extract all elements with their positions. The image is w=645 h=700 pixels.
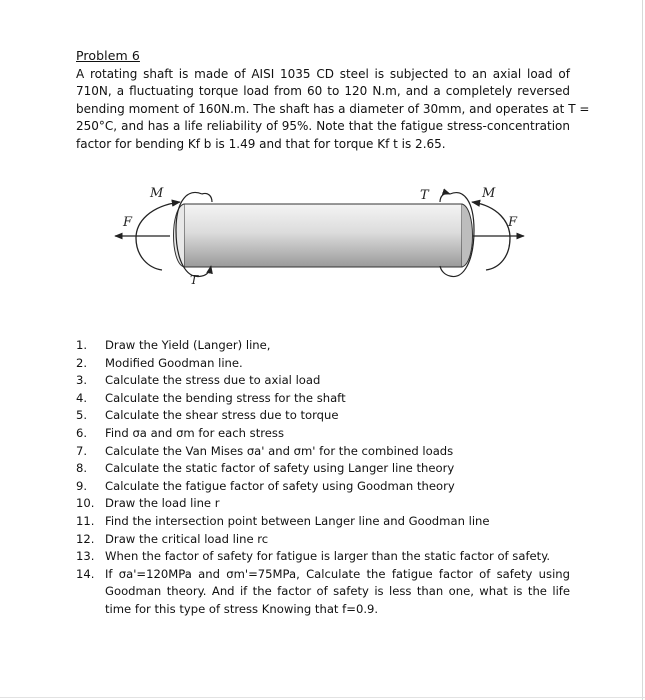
list-item xyxy=(76,478,570,496)
statement-line: bending moment of 160N.m. The shaft has a diameter of 30mm, and operates at T = xyxy=(76,101,590,116)
statement-line: A rotating shaft is made of AISI 1035 CD steel is subjected to an axial load of xyxy=(76,67,570,81)
list-item xyxy=(76,425,570,443)
task-text: If σa'=120MPa and σm'=75MPa, Calculate the fatigue factor of safety using Goodman theory. And if the factor of safety is less than one, what is the life time for this type of stress Knowing that f=0.9. xyxy=(105,566,570,616)
page-edge-bottom xyxy=(0,697,645,698)
task-text: Calculate the fatigue factor of safety using Goodman theory xyxy=(105,478,455,493)
task-text: When the factor of safety for fatigue is larger than the static factor of safety. xyxy=(105,549,551,564)
torque-arrow-right xyxy=(440,193,450,202)
list-item xyxy=(76,531,570,549)
task-number: 5. xyxy=(76,408,88,423)
list-item xyxy=(76,460,570,478)
task-number: 13. xyxy=(76,549,95,564)
label-torque-bottom: T xyxy=(190,273,199,287)
task-number: 6. xyxy=(76,425,88,440)
task-number: 9. xyxy=(76,478,88,493)
task-text: Calculate the Van Mises σa' and σm' for the combined loads xyxy=(105,443,454,458)
task-number: 8. xyxy=(76,461,88,476)
list-item xyxy=(76,513,570,531)
label-moment-left: M xyxy=(150,186,164,201)
list-item xyxy=(76,390,570,408)
task-number: 11. xyxy=(76,513,95,528)
task-text: Modified Goodman line. xyxy=(105,355,243,370)
list-item xyxy=(76,337,570,355)
list-item xyxy=(76,566,570,619)
task-number: 4. xyxy=(76,390,88,405)
task-text: Calculate the bending stress for the shaft xyxy=(105,390,346,405)
shaft-diagram xyxy=(110,180,530,295)
torque-arc-top-left xyxy=(202,193,212,202)
task-text: Draw the Yield (Langer) line, xyxy=(105,338,271,352)
task-number: 10. xyxy=(76,496,95,511)
problem-statement xyxy=(76,66,590,153)
label-moment-right: M xyxy=(482,186,496,201)
task-number: 14. xyxy=(76,566,95,581)
list-item xyxy=(76,495,570,513)
shaft-body xyxy=(184,204,462,267)
problem-title: Problem 6 xyxy=(76,48,140,63)
statement-line: 250°C, and has a life reliability of 95%. Note that the fatigue stress-concentration xyxy=(76,119,570,134)
list-item xyxy=(76,548,570,566)
list-item xyxy=(76,372,570,390)
task-text: Draw the load line r xyxy=(105,496,220,511)
list-item xyxy=(76,355,570,373)
task-text: Draw the critical load line rc xyxy=(105,531,269,546)
label-force-left: F xyxy=(123,215,133,230)
statement-line: 710N, a fluctuating torque load from 60 to 120 N.m, and a completely reversed xyxy=(76,84,570,99)
list-item xyxy=(76,443,570,461)
statement-line: factor for bending Kf b is 1.49 and that for torque Kf t is 2.65. xyxy=(76,136,446,151)
task-number: 7. xyxy=(76,443,88,458)
label-torque-top: T xyxy=(420,188,429,203)
task-number: 12. xyxy=(76,531,95,546)
task-list xyxy=(76,337,570,619)
list-item xyxy=(76,407,570,425)
label-force-right: F xyxy=(508,215,518,230)
task-number: 3. xyxy=(76,373,88,388)
task-text: Find the intersection point between Langer line and Goodman line xyxy=(105,513,490,528)
task-number: 1. xyxy=(76,338,88,352)
shaft-end-left xyxy=(174,204,185,267)
task-text: Find σa and σm for each stress xyxy=(105,425,284,440)
task-text: Calculate the stress due to axial load xyxy=(105,373,321,388)
page-edge-right xyxy=(642,0,643,700)
task-text: Calculate the shear stress due to torque xyxy=(105,408,339,423)
task-text: Calculate the static factor of safety using Langer line theory xyxy=(105,461,455,476)
task-number: 2. xyxy=(76,355,88,370)
